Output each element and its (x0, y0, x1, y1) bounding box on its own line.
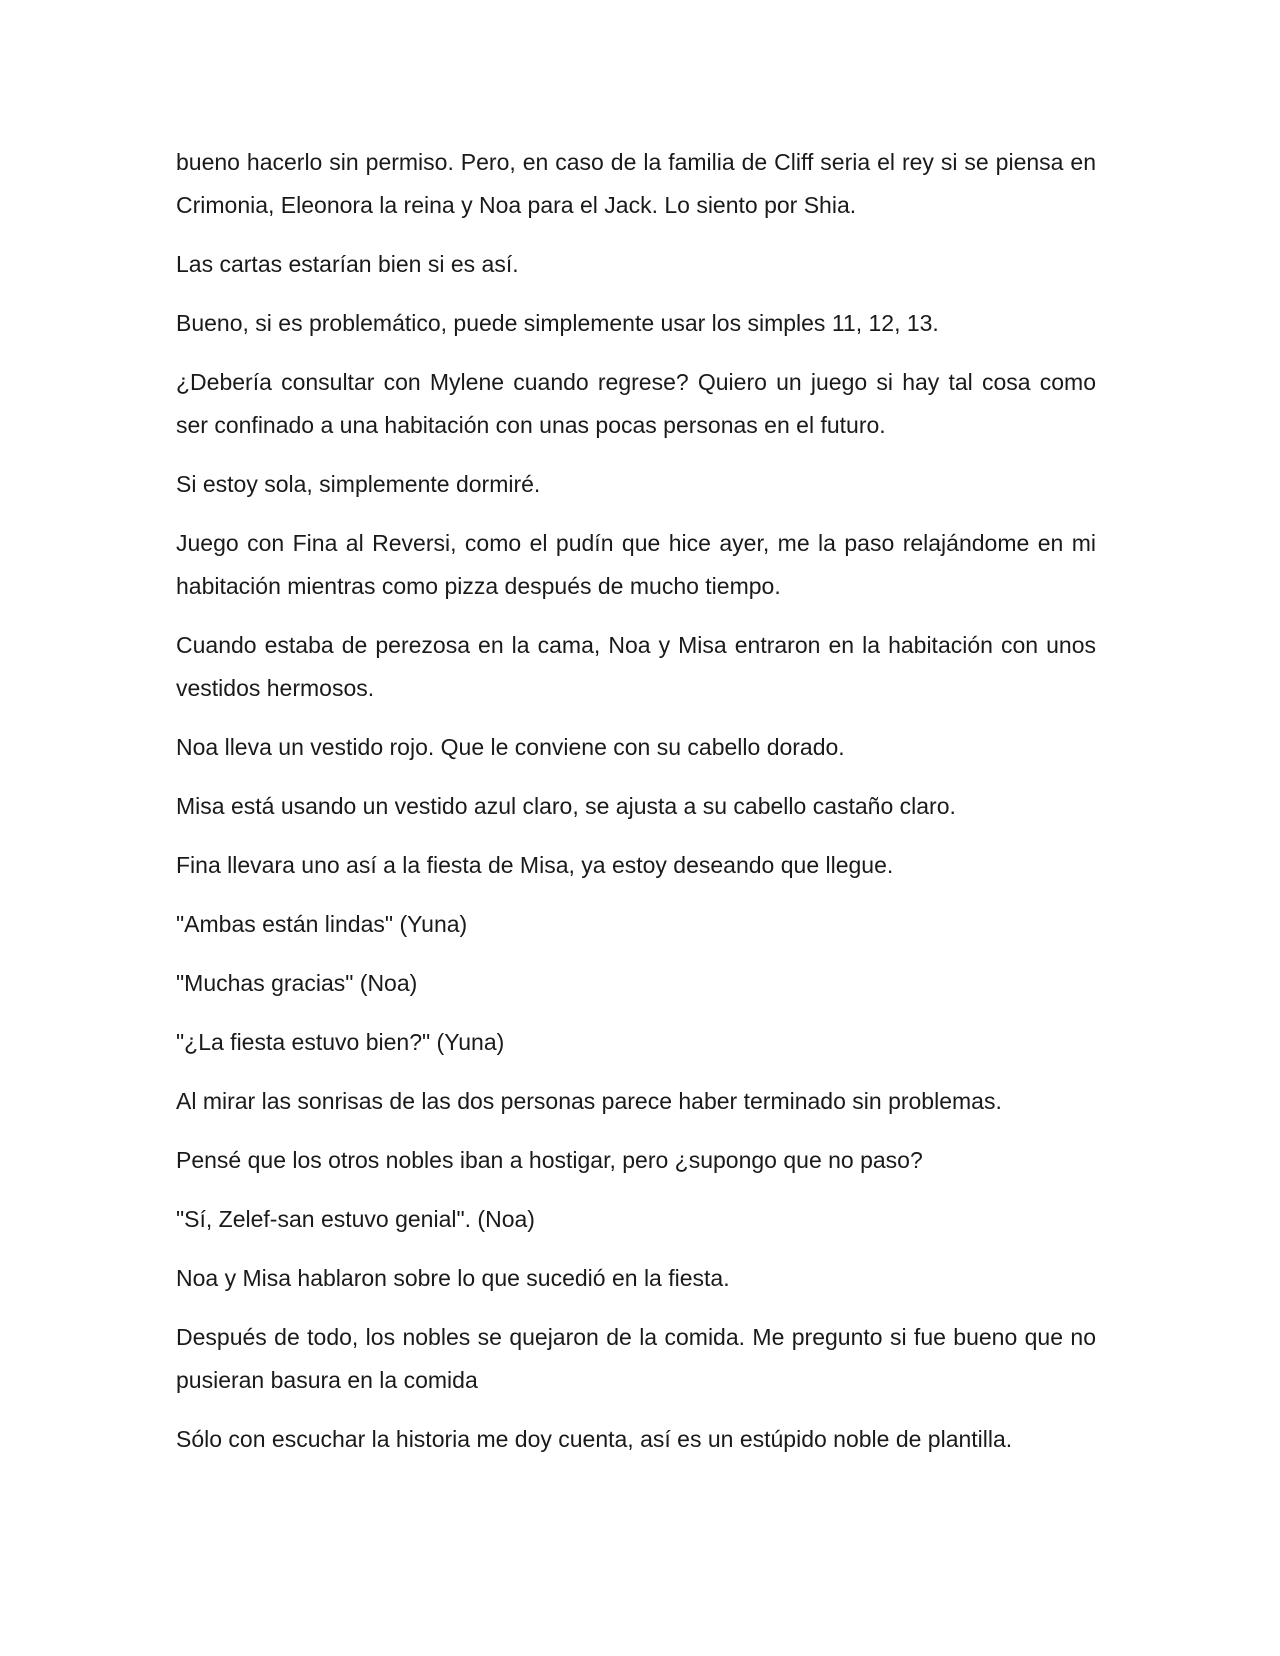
paragraph-4: ¿Debería consultar con Mylene cuando regrese? Quiero un juego si hay tal cosa como ser confinado a una habitación con unas pocas personas en el futuro. (176, 369, 1096, 438)
paragraph-11: "Ambas están lindas" (Yuna) (176, 911, 468, 937)
document-body (176, 141, 1096, 1477)
paragraph-12: "Muchas gracias" (Noa) (176, 970, 418, 996)
paragraph-10: Fina llevara uno así a la fiesta de Misa, ya estoy deseando que llegue. (176, 852, 894, 878)
paragraph-6: Juego con Fina al Reversi, como el pudín que hice ayer, me la paso relajándome en mi habitación mientras como pizza después de mucho tiempo. (176, 530, 1096, 599)
paragraph-19: Sólo con escuchar la historia me doy cuenta, así es un estúpido noble de plantilla. (176, 1426, 1013, 1452)
paragraph-9: Misa está usando un vestido azul claro, se ajusta a su cabello castaño claro. (176, 793, 956, 819)
paragraph-8: Noa lleva un vestido rojo. Que le conviene con su cabello dorado. (176, 734, 845, 760)
paragraph-2: Las cartas estarían bien si es así. (176, 251, 519, 277)
paragraph-7: Cuando estaba de perezosa en la cama, Noa y Misa entraron en la habitación con unos vestidos hermosos. (176, 632, 1096, 701)
paragraph-16: "Sí, Zelef-san estuvo genial". (Noa) (176, 1206, 535, 1232)
paragraph-3: Bueno, si es problemático, puede simplemente usar los simples 11, 12, 13. (176, 310, 939, 336)
paragraph-13: "¿La fiesta estuvo bien?" (Yuna) (176, 1029, 505, 1055)
paragraph-1: bueno hacerlo sin permiso. Pero, en caso de la familia de Cliff seria el rey si se piensa en Crimonia, Eleonora la reina y Noa para el Jack. Lo siento por Shia. (176, 149, 1096, 218)
paragraph-18: Después de todo, los nobles se quejaron de la comida. Me pregunto si fue bueno que no pusieran basura en la comida (176, 1324, 1096, 1393)
paragraph-17: Noa y Misa hablaron sobre lo que sucedió en la fiesta. (176, 1265, 730, 1291)
paragraph-5: Si estoy sola, simplemente dormiré. (176, 471, 541, 497)
paragraph-15: Pensé que los otros nobles iban a hostigar, pero ¿supongo que no paso? (176, 1147, 923, 1173)
paragraph-14: Al mirar las sonrisas de las dos personas parece haber terminado sin problemas. (176, 1088, 1002, 1114)
